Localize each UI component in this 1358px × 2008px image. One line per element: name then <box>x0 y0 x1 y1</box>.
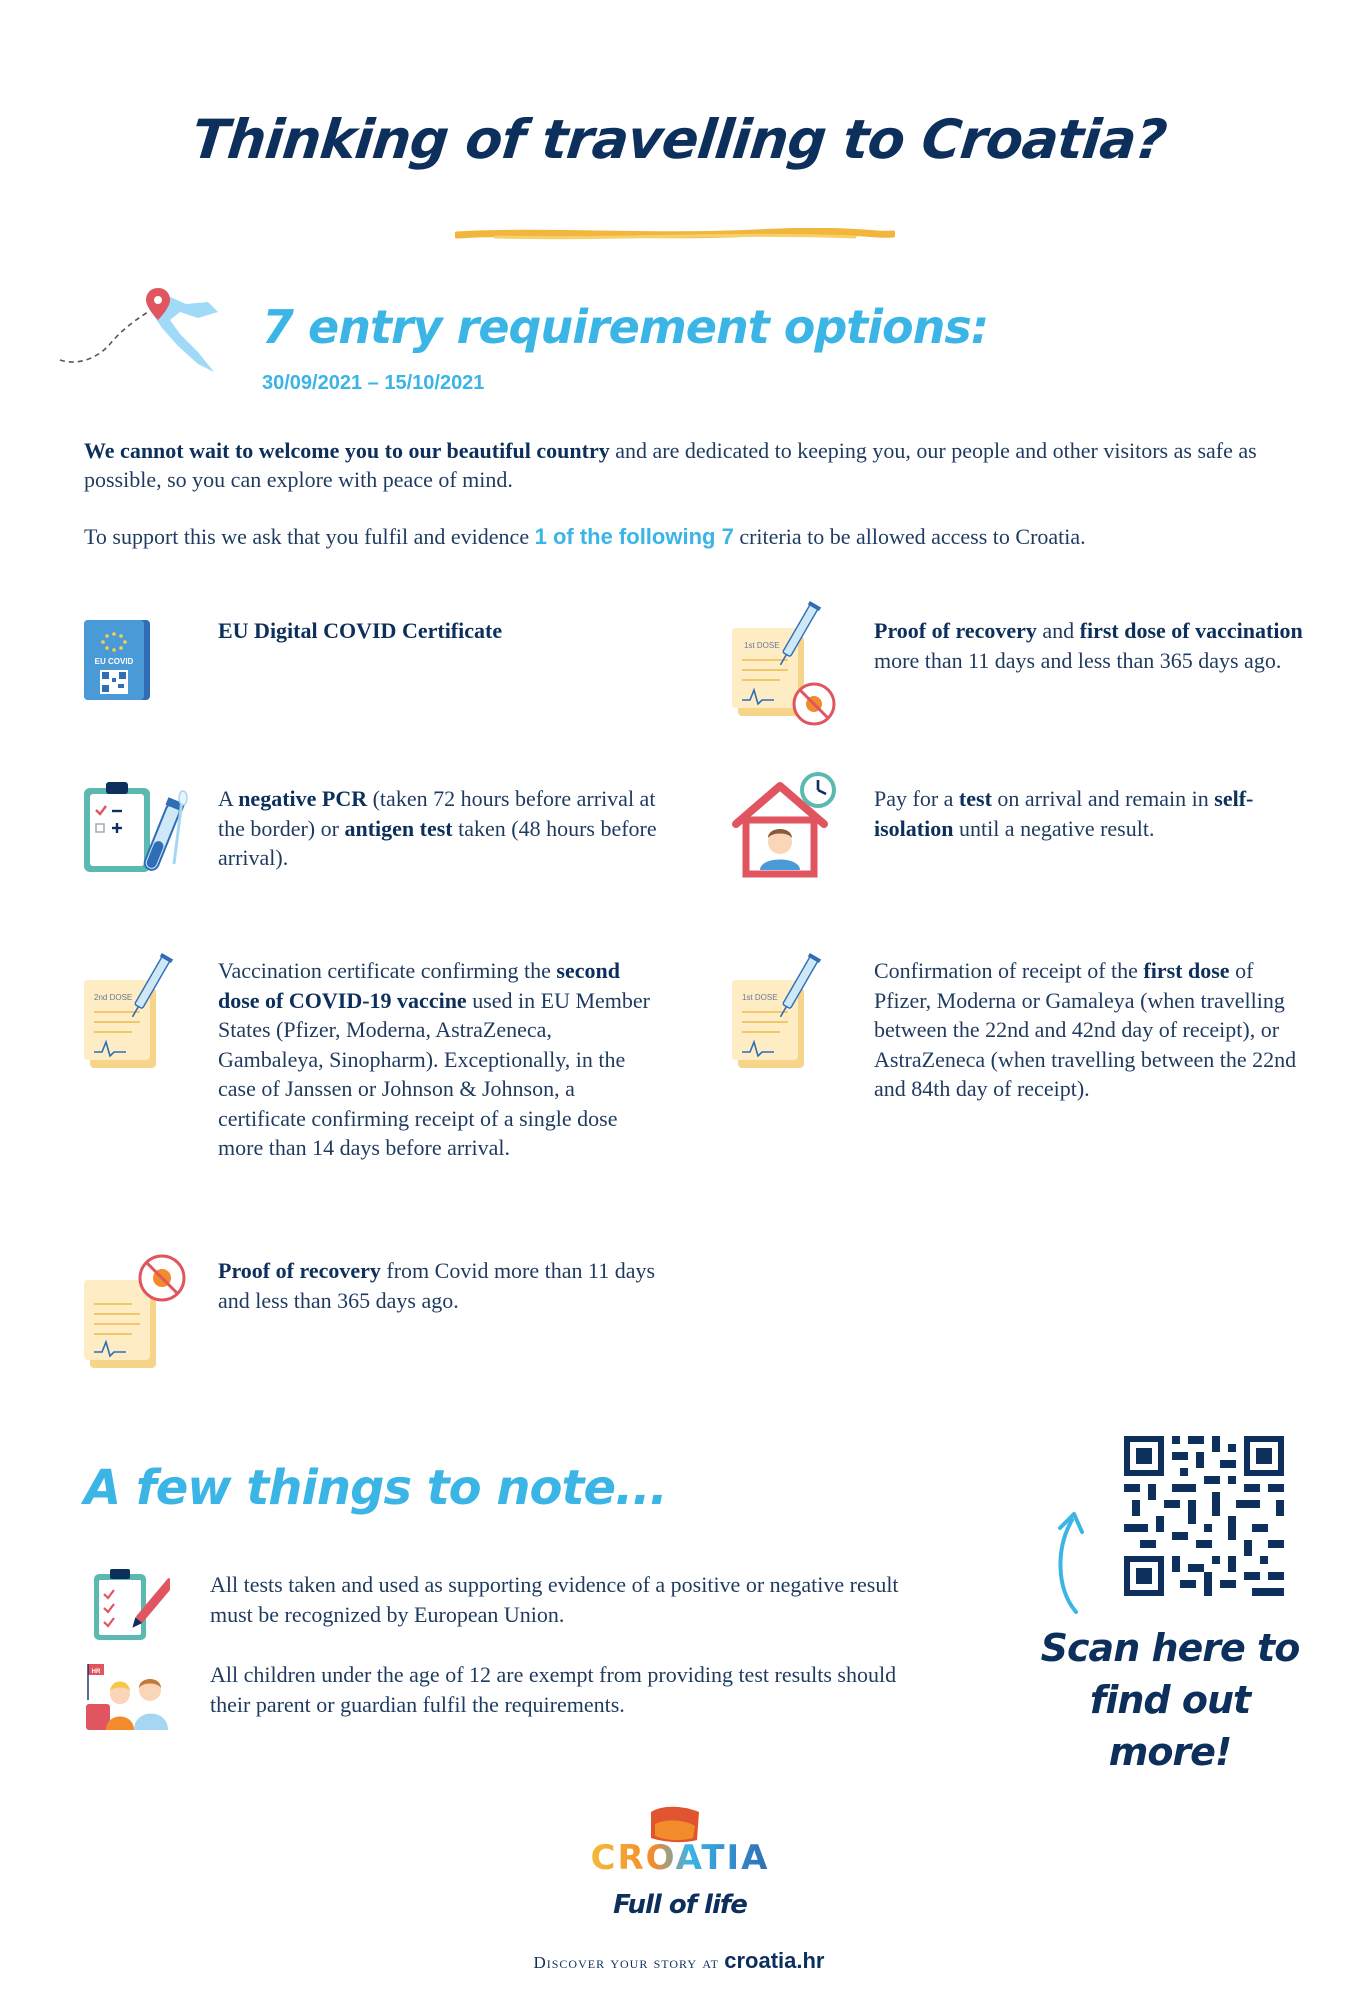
option-self-isolation <box>874 784 1314 843</box>
option-recovery-first-dose <box>874 616 1314 675</box>
page-title: Thinking of travelling to Croatia? <box>188 108 1170 171</box>
intro-paragraph <box>84 436 1274 494</box>
option-second-dose <box>218 956 658 1163</box>
croatia-wordmark <box>580 1838 780 1878</box>
yellow-brush-divider <box>455 228 895 242</box>
option-first-dose-bold-1: first dose <box>1143 958 1230 983</box>
note-children-exempt: All children under the age of 12 are exempt from providing test results should their parent or guardian fulfil the requirements. <box>210 1662 897 1717</box>
scan-prompt-line-1: Scan here to <box>1040 1626 1300 1670</box>
option-recovery-first-dose-bold-2: first dose of vaccination <box>1079 618 1303 643</box>
validity-dates: 30/09/2021 – 15/10/2021 <box>262 372 485 394</box>
option-self-isolation-bold-1: test <box>958 786 992 811</box>
dose1-label: 1st DOSE <box>744 641 780 650</box>
footer-site-link[interactable]: croatia.hr <box>724 1948 825 1973</box>
croatia-map-icon <box>58 282 228 382</box>
option-pcr-antigen-text-2: taken (48 hours before arrival). <box>218 815 657 870</box>
option-recovery <box>218 1256 658 1315</box>
support-text: To support this we ask that you fulfil and evidence <box>84 524 535 549</box>
option-first-dose-text-0: Confirmation of receipt of the <box>874 958 1144 983</box>
option-self-isolation-text-0: Pay for a <box>874 786 959 811</box>
hr-badge: HR <box>91 1669 101 1675</box>
option-eu-certificate <box>218 616 658 646</box>
option-first-dose-text-1: of Pfizer, Moderna or Gamaleya (when travelling between the 22nd and 42nd day of receipt), or AstraZeneca (when travelling between the 22nd and 84th day of receipt). <box>874 958 1297 1101</box>
option-second-dose-bold-1: second dose of COVID-19 vaccine <box>218 958 620 1013</box>
option-recovery-first-dose-text-1: and <box>1036 618 1080 643</box>
footer <box>0 1948 1358 1974</box>
option-pcr-antigen <box>218 784 658 873</box>
self-isolation-house-icon <box>730 772 840 882</box>
eu-covid-certificate-icon <box>82 618 154 702</box>
logo-tagline: Full of life <box>613 1890 747 1920</box>
option-recovery-text-1: from Covid more than 11 days and less than 365 days ago. <box>218 1258 656 1313</box>
first-dose-certificate-icon <box>730 952 830 1082</box>
curved-arrow-icon <box>1052 1508 1092 1616</box>
option-self-isolation-text-2: until a negative result. <box>953 815 1155 841</box>
dose2-label: 2nd DOSE <box>94 993 133 1002</box>
family-travel-icon <box>84 1660 176 1732</box>
eu-covid-label: EU COVID <box>94 657 134 666</box>
croatia-wordmark-text: CROATIA <box>590 1838 770 1878</box>
support-highlight: 1 of the following 7 <box>534 524 734 549</box>
recovery-certificate-icon <box>82 1252 192 1382</box>
option-eu-certificate-bold: EU Digital COVID Certificate <box>218 618 503 643</box>
intro-text: and are dedicated to keeping you, our people and other visitors as safe as possible, so you can explore with peace of mind. <box>84 438 1257 492</box>
option-recovery-first-dose-text-2: more than 11 days and less than 365 days ago. <box>874 647 1282 673</box>
note-tests-recognized: All tests taken and used as supporting evidence of a positive or negative result must be recognized by European Union. <box>210 1572 899 1627</box>
checklist-pen-icon <box>90 1566 170 1646</box>
first-dose-recovery-icon <box>730 600 840 730</box>
option-second-dose-text-1: used in EU Member States (Pfizer, Moderna, AstraZeneca, Gambaleya, Sinopharm). Exceptionally, in the case of Janssen or Johnson & Johnson, a certificate confirming receipt of a single dose more than 14 days before arrival. <box>218 987 650 1160</box>
scan-prompt-line-2: find out more! <box>1089 1678 1251 1774</box>
option-second-dose-text-0: Vaccination certificate confirming the <box>218 958 557 983</box>
option-pcr-antigen-bold-1: negative PCR <box>238 786 368 811</box>
option-pcr-antigen-text-0: A <box>218 786 239 811</box>
second-dose-certificate-icon <box>82 952 182 1082</box>
entry-options-heading: 7 entry requirement options: <box>262 300 989 354</box>
option-self-isolation-text-1: on arrival and remain in <box>991 786 1215 811</box>
support-paragraph <box>84 522 1274 551</box>
option-pcr-antigen-text-1: (taken 72 hours before arrival at the border) or <box>218 786 656 841</box>
option-recovery-first-dose-bold-1: Proof of recovery <box>874 618 1037 643</box>
support-text-end: criteria to be allowed access to Croatia. <box>733 524 1086 549</box>
pcr-test-clipboard-icon <box>82 780 200 890</box>
option-self-isolation-bold-2: self-isolation <box>874 786 1254 841</box>
footer-prefix: Discover your story at <box>533 1953 725 1972</box>
option-first-dose <box>874 956 1314 1104</box>
notes-heading: A few things to note... <box>84 1460 667 1516</box>
intro-bold-text: We cannot wait to welcome you to our beautiful country <box>84 438 610 463</box>
option-pcr-antigen-bold-2: antigen test <box>344 815 453 841</box>
scan-prompt <box>1030 1622 1310 1778</box>
dose1-label-2: 1st DOSE <box>742 993 778 1002</box>
qr-code[interactable] <box>1122 1434 1286 1598</box>
option-recovery-bold-1: Proof of recovery <box>218 1258 381 1283</box>
